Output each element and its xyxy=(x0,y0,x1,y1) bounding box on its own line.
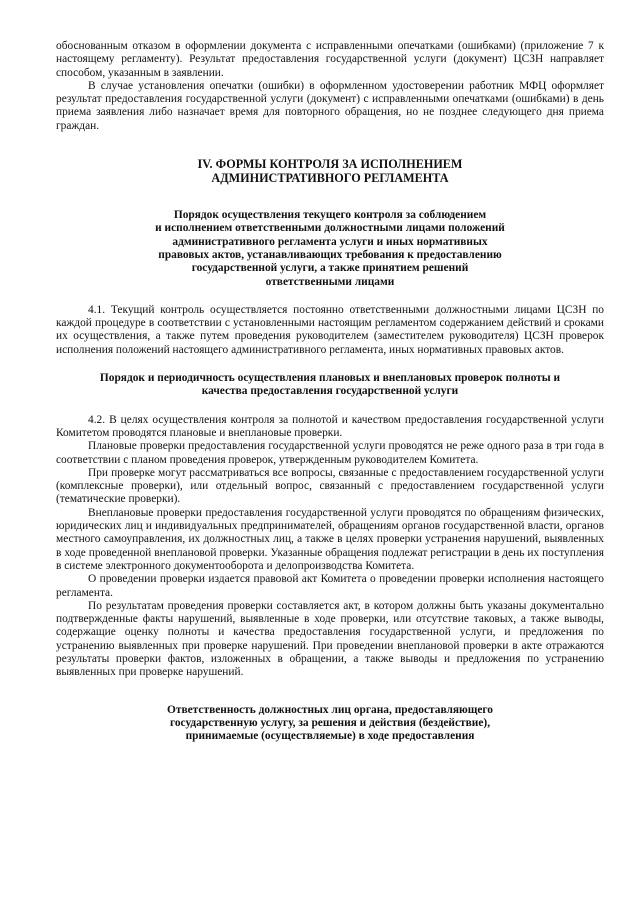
subsection-3-line-2: государственную услугу, за решения и действия (бездействие), xyxy=(169,716,491,729)
subsection-current-control-title xyxy=(56,209,604,289)
paragraph-inspection-results: По результатам проведения проверки составляется акт, в котором должны быть указаны документально подтвержденные факты нарушений, выявленные в ходе проверки, или отсутствие таковых, а также выводы, содержащие оценку полноты и качества предоставления государственной услуги, и предложения по устранению выявленных при проверке нарушений. При проведении внеплановой проверки в акте отражаются результаты проверки фактов, изложенных в обращении, а также выводы и предложения по устранению выявленных при проверке нарушений. xyxy=(56,599,604,679)
paragraph-inspection-questions: При проверке могут рассматриваться все вопросы, связанные с предоставлением государственной услуги (комплексные проверки), или отдельный вопрос, связанный с предоставлением государственной услуги (тематические проверки). xyxy=(56,466,604,506)
subsection-3-line-1: Ответственность должностных лиц органа, предоставляющего xyxy=(167,703,493,716)
section-4-title-line-2: АДМИНИСТРАТИВНОГО РЕГЛАМЕНТА xyxy=(211,171,449,186)
subsection-responsibility-title xyxy=(56,704,604,744)
paragraph-unplanned-inspections: Внеплановые проверки предоставления государственной услуги проводятся по обращениям физических, юридических лиц и индивидуальных предпринимателей, обращениям органов государственной власти, органов местного самоуправления, их должностных лиц, а также в целях проверки устранения нарушений, выявленных в ходе проведенной внеплановой проверки. Указанные обращения подлежат регистрации в день их поступления в системе электронного документооборота и делопроизводства Комитета. xyxy=(56,506,604,572)
subsection-2-line-1: Порядок и периодичность осуществления плановых и внеплановых проверок полноты и xyxy=(99,372,561,385)
subsection-1-line-2: и исполнением ответственными должностными лицами положений xyxy=(155,222,505,235)
paragraph-4-1: 4.1. Текущий контроль осуществляется постоянно ответственными должностными лицами ЦСЗН по каждой процедуре в соответствии с установленными настоящим регламентом содержанием действий и сроками их осуществления, а также путем проведения руководителем (заместителем руководителя) ЦСЗН проверок исполнения положений настоящего административного регламента, иных нормативных правовых актов. xyxy=(56,303,604,356)
paragraph-intro-continuation: обоснованным отказом в оформлении документа с исправленными опечатками (ошибками) (приложение 7 к настоящему регламенту). Результат предоставления государственной услуги (документ) ЦСЗН направляет способом, указанным в заявлении. xyxy=(56,40,604,79)
subsection-1-line-6: ответственными лицами xyxy=(265,275,395,288)
subsection-1-line-3: административного регламента услуги и иных нормативных xyxy=(172,235,488,248)
paragraph-act-issue: О проведении проверки издается правовой акт Комитета о проведении проверки исполнения настоящего регламента. xyxy=(56,573,604,599)
subsection-2-line-2: качества предоставления государственной услуги xyxy=(201,385,459,398)
section-4-title-line-1: IV. ФОРМЫ КОНТРОЛЯ ЗА ИСПОЛНЕНИЕМ xyxy=(197,157,463,172)
subsection-inspections-title xyxy=(56,372,604,399)
subsection-1-line-5: государственной услуги, а также принятием решений xyxy=(191,262,469,275)
paragraph-planned-inspections: Плановые проверки предоставления государственной услуги проводятся не реже одного раза в три года в соответствии с планом проведения проверок, утвержденным руководителем Комитета. xyxy=(56,440,604,466)
paragraph-4-2: 4.2. В целях осуществления контроля за полнотой и качеством предоставления государственной услуги Комитетом проводятся плановые и внеплановые проверки. xyxy=(56,413,604,439)
paragraph-typo-mfc: В случае установления опечатки (ошибки) в оформленном удостоверении работник МФЦ оформляет результат предоставления государственной услуги (документ) с исправленными опечатками (ошибками) в день приема заявления либо назначает время для повторного обращения, но не позднее следующего дня приема граждан. xyxy=(56,79,604,132)
subsection-1-line-1: Порядок осуществления текущего контроля за соблюдением xyxy=(173,209,487,222)
subsection-3-line-3: принимаемые (осуществляемые) в ходе предоставления xyxy=(185,730,475,743)
section-4-title xyxy=(56,157,604,185)
subsection-1-line-4: правовых актов, устанавливающих требования к предоставлению xyxy=(158,248,502,261)
